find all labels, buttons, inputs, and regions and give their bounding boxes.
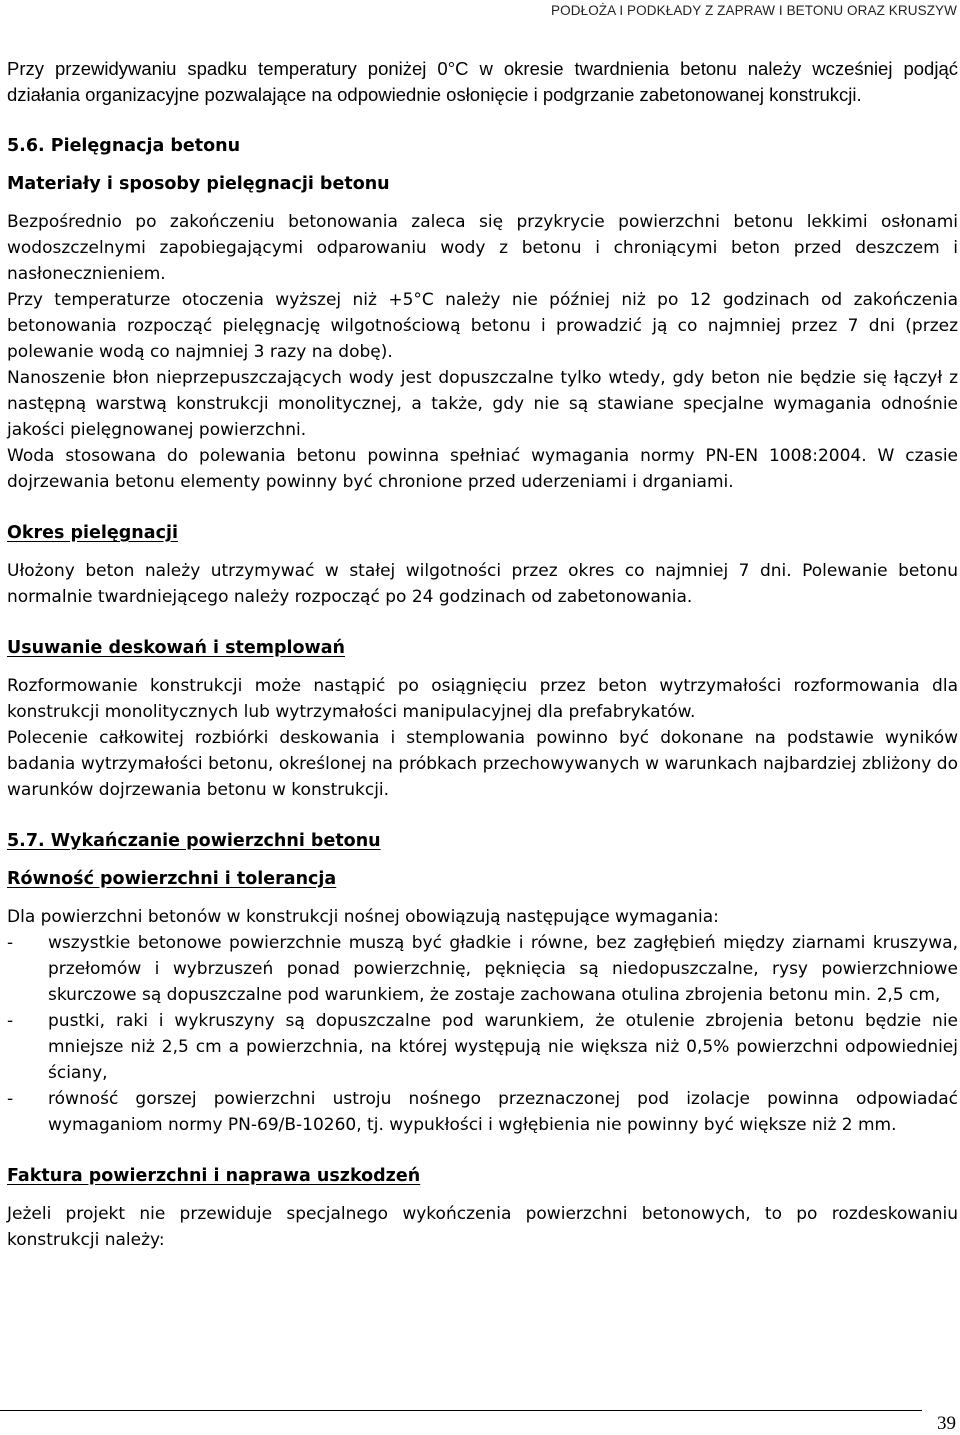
list-item: - wszystkie betonowe powierzchnie muszą być gładkie i równe, bez zagłębień między ziarnami kruszywa, przełomów i wybrzuszeń ponad powierzchnię, pęknięcia są niedopuszczalne, rysy powierzchniowe skurczowe są dopuszczalne pod warunkiem, że zostaje zachowana otulina zbrojenia betonu min. 2,5 cm, bbox=[7, 930, 958, 1008]
intro-paragraph: Przy przewidywaniu spadku temperatury poniżej 0°C w okresie twardnienia betonu należy wcześniej podjąć działania organizacyjne pozwalające na odpowiednie osłonięcie i podgrzanie zabetonowanej konstrukcji. bbox=[7, 58, 958, 105]
heading-curing-period: Okres pielęgnacji bbox=[7, 523, 178, 543]
paragraph-dismantling: Polecenie całkowitej rozbiórki deskowania i stemplowania powinno być dokonane na podstawie wyników badania wytrzymałości betonu, określonej na próbkach przechowywanych w warunkach najbardziej zbliżony do warunków dojrzewania betonu w konstrukcji. bbox=[7, 728, 958, 800]
paragraph-surface-texture: Jeżeli projekt nie przewiduje specjalnego wykończenia powierzchni betonowych, to po rozdeskowaniu konstrukcji należy: bbox=[7, 1204, 958, 1250]
heading-surface-evenness: Równość powierzchni i tolerancja bbox=[7, 869, 337, 889]
subheading-materials: Materiały i sposoby pielęgnacji betonu bbox=[7, 174, 390, 194]
list-item: - równość gorszej powierzchni ustroju nośnego przeznaczonej pod izolacje powinna odpowiadać wymaganiom normy PN-69/B-10260, tj. wypukłości i wgłębienia nie powinny być większe niż 2 mm. bbox=[7, 1086, 958, 1138]
footer-rule bbox=[0, 1410, 922, 1411]
paragraph-water-norm: Woda stosowana do polewania betonu powinna spełniać wymagania normy PN-EN 1008:2004. W czasie dojrzewania betonu elementy powinny być chronione przed uderzeniami i drganiami. bbox=[7, 446, 958, 492]
page-content bbox=[7, 56, 958, 1253]
heading-surface-texture: Faktura powierzchni i naprawa uszkodzeń bbox=[7, 1166, 421, 1186]
requirements-list bbox=[7, 930, 958, 1138]
page-number: 39 bbox=[937, 1413, 956, 1434]
paragraph-covering: Bezpośrednio po zakończeniu betonowania zaleca się przykrycie powierzchni betonu lekkimi osłonami wodoszczelnymi zapobiegającymi odparowaniu wody z betonu i chroniącymi beton przed deszczem i nasłonecznieniem. bbox=[7, 212, 958, 284]
paragraph-curing-period: Ułożony beton należy utrzymywać w stałej wilgotności przez okres co najmniej 7 dni. Polewanie betonu normalnie twardniejącego należy rozpocząć po 24 godzinach od zabetonowania. bbox=[7, 561, 958, 607]
paragraph-membranes: Nanoszenie błon nieprzepuszczających wody jest dopuszczalne tylko wtedy, gdy beton nie będzie się łączył z następną warstwą konstrukcji monolitycznej, a także, gdy nie są stawiane specjalne wymagania odnośnie jakości pielęgnowanej powierzchni. bbox=[7, 368, 958, 440]
section-heading-5-6: 5.6. Pielęgnacja betonu bbox=[7, 136, 241, 156]
paragraph-moisture-curing: Przy temperaturze otoczenia wyższej niż +5°C należy nie później niż po 12 godzinach od zakończenia betonowania rozpocząć pielęgnację wilgotnościową betonu i prowadzić ją co najmniej przez 7 dni (przez polewanie wodą co najmniej 3 razy na dobę). bbox=[7, 290, 958, 362]
list-item: - pustki, raki i wykruszyny są dopuszczalne pod warunkiem, że otulenie zbrojenia betonu będzie nie mniejsze niż 2,5 cm a powierzchnia, na której występują nie większa niż 0,5% powierzchni odpowiedniej ściany, bbox=[7, 1008, 958, 1086]
section-heading-5-7: 5.7. Wykańczanie powierzchni betonu bbox=[7, 831, 381, 851]
paragraph-requirements-intro: Dla powierzchni betonów w konstrukcji nośnej obowiązują następujące wymagania: bbox=[7, 907, 719, 927]
paragraph-stripping: Rozformowanie konstrukcji może nastąpić po osiągnięciu przez beton wytrzymałości rozformowania dla konstrukcji monolitycznych lub wytrzymałości manipulacyjnej dla prefabrykatów. bbox=[7, 676, 958, 722]
running-header: PODŁOŻA I PODKŁADY Z ZAPRAW I BETONU ORAZ KRUSZYW bbox=[551, 3, 957, 18]
heading-formwork-removal: Usuwanie deskowań i stemplowań bbox=[7, 638, 345, 658]
